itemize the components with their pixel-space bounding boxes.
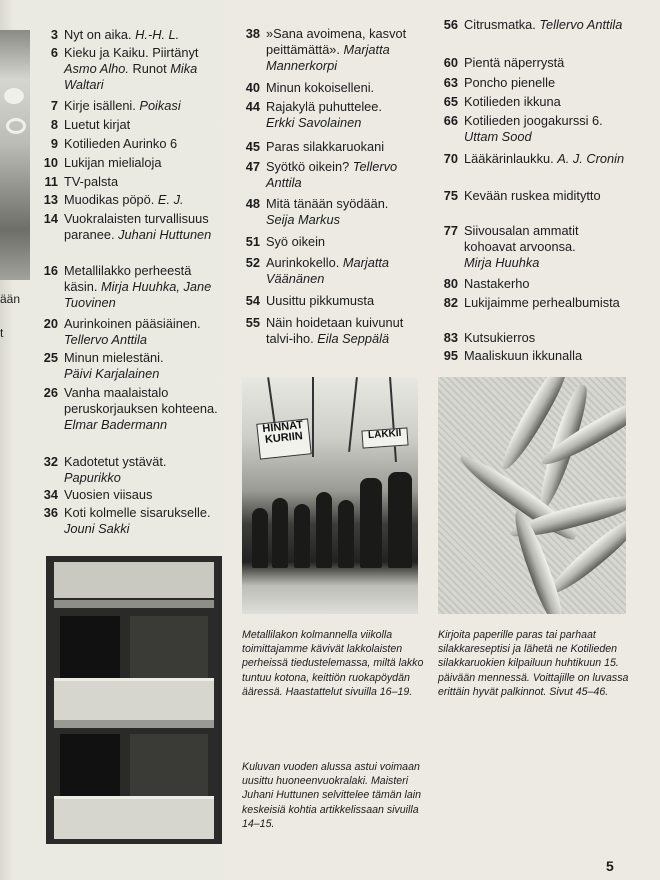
entry-author: Asmo Alho.	[64, 60, 129, 76]
entry-title: Aurinkoinen pääsiäinen.	[64, 316, 201, 331]
toc-entry[interactable]	[434, 151, 630, 167]
entry-author: Jouni Sakki	[64, 520, 130, 536]
page-number: 5	[606, 858, 614, 874]
toc-entry[interactable]	[434, 75, 630, 91]
page-ref: 40	[245, 80, 260, 95]
page-ref: 13	[43, 192, 58, 207]
page-ref: 83	[443, 330, 458, 345]
page-ref: 16	[43, 263, 58, 278]
entry-title: Nastakerho	[464, 276, 530, 291]
entry-title: Aurinkokello.	[266, 255, 340, 270]
toc-entry[interactable]	[34, 27, 224, 43]
entry-author: Mirja Huuhka, Jane Tuovinen	[64, 278, 212, 310]
toc-entry[interactable]	[236, 139, 426, 155]
entry-author: Papurikko	[64, 469, 121, 485]
page-ref: 6	[50, 45, 58, 60]
page-ref: 82	[443, 295, 458, 310]
entry-title: Uusittu pikkumusta	[266, 293, 375, 308]
entry-title: Syö oikein	[266, 234, 326, 249]
toc-entry[interactable]	[236, 196, 426, 228]
toc-entry[interactable]	[34, 316, 224, 348]
entry-title: Kotilieden joogakurssi 6.	[464, 113, 603, 128]
entry-title: Luetut kirjat	[64, 117, 131, 132]
entry-author-2: Mika Waltari	[64, 60, 198, 92]
page-ref: 45	[245, 139, 260, 154]
entry-title: Kotilieden Aurinko 6	[64, 136, 178, 151]
entry-author: Uttam Sood	[464, 128, 532, 144]
page-ref: 54	[245, 293, 260, 308]
protest-sign: LAKKII	[361, 427, 408, 448]
toc-entry[interactable]	[236, 80, 426, 96]
toc-entry[interactable]	[236, 234, 426, 250]
toc-entry[interactable]	[34, 454, 224, 486]
toc-entry[interactable]	[434, 348, 630, 364]
page-ref: 55	[245, 315, 260, 330]
entry-title: Mitä tänään syödään.	[266, 196, 389, 211]
entry-title: TV-palsta	[64, 174, 119, 189]
page-ref: 63	[443, 75, 458, 90]
page-ref: 48	[245, 196, 260, 211]
entry-author: Tellervo Anttila	[539, 17, 623, 32]
toc-entry[interactable]	[34, 505, 224, 537]
toc-entry[interactable]	[434, 223, 630, 270]
toc-entry[interactable]	[434, 330, 630, 346]
page-ref: 65	[443, 94, 458, 109]
toc-entry[interactable]	[236, 255, 426, 287]
entry-title: Koti kolmelle sisarukselle.	[64, 505, 211, 520]
photo-caption-strike: Metallilakon kolmannella viikolla toimittajamme kävivät lakkolaisten perheissä tiedustelemassa, miltä lakko tuntuu kotona, keittiön ruokapöydän ääressä. Haastattelut sivuilla 16–19.	[242, 629, 424, 698]
entry-title: Lääkärinlaukku.	[464, 151, 554, 166]
page-ref: 26	[43, 385, 58, 400]
entry-author: Marjatta Mannerkorpi	[266, 41, 390, 73]
toc-entry[interactable]	[236, 293, 426, 309]
entry-title: Kutsukierros	[464, 330, 536, 345]
toc-entry[interactable]	[434, 94, 630, 110]
entry-author: Mirja Huuhka	[464, 254, 540, 270]
toc-entry[interactable]	[34, 98, 224, 114]
entry-author: Erkki Savolainen	[266, 114, 362, 130]
toc-entry[interactable]	[434, 17, 630, 33]
caption-rental-law: Kuluvan vuoden alussa astui voimaan uusittu huoneenvuokralaki. Maisteri Juhani Huttunen selvittelee tämän lain keskeisiä kohtia artikkelissaan sivuilla 14–15.	[242, 761, 422, 830]
toc-entry[interactable]	[236, 159, 426, 191]
page-ref: 20	[43, 316, 58, 331]
entry-author: Seija Markus	[266, 211, 340, 227]
entry-title: Maaliskuun ikkunalla	[464, 348, 583, 363]
entry-title: Rajakylä puhuttelee.	[266, 99, 382, 114]
page-ref: 32	[43, 454, 58, 469]
page-ref: 14	[43, 211, 58, 226]
toc-entry[interactable]	[434, 295, 630, 311]
toc-entry[interactable]	[434, 188, 630, 204]
entry-title: Kieku ja Kaiku. Piirtänyt	[64, 45, 199, 60]
entry-title: Syötkö oikein?	[266, 159, 350, 174]
page-ref: 25	[43, 350, 58, 365]
cropped-caption-fragment: ään	[0, 292, 21, 306]
page-ref: 7	[50, 98, 58, 113]
entry-title: Minun mielestäni.	[64, 350, 164, 365]
page-ref: 34	[43, 487, 58, 502]
entry-title: Minun kokoiselleni.	[266, 80, 375, 95]
baltic-herring-photo	[438, 377, 626, 614]
entry-author: Eila Seppälä	[317, 330, 390, 346]
entry-author: Juhani Huttunen	[118, 226, 212, 242]
page-ref: 77	[443, 223, 458, 238]
page-ref: 36	[43, 505, 58, 520]
entry-author: E. J.	[157, 192, 184, 207]
entry-title: Lukijaimme perhealbumista	[464, 295, 620, 310]
entry-title: Siivousalan ammatit kohoavat arvoonsa.	[464, 223, 579, 254]
entry-title: Poncho pienelle	[464, 75, 556, 90]
page-ref: 60	[443, 55, 458, 70]
toc-entry[interactable]	[34, 263, 224, 310]
page-ref: 95	[443, 348, 458, 363]
toc-entry[interactable]	[434, 276, 630, 292]
toc-entry[interactable]	[34, 136, 224, 152]
entry-title: Nyt on aika.	[64, 27, 132, 42]
page-ref: 51	[245, 234, 260, 249]
page-ref: 11	[44, 174, 58, 189]
entry-author: Tellervo Anttila	[64, 331, 147, 347]
photo-caption-herring-contest: Kirjoita paperille paras tai parhaat silakkareseptisi ja lähetä ne Kotilieden silakkaruokien kilpailuun huhtikuun 15. päivään mennessä. Voittajille on luvassa erittäin hyvät palkinnot. Sivut 45–46.	[438, 629, 629, 698]
entry-title: Pientä näperrystä	[464, 55, 565, 70]
entry-author: Marjatta Väänänen	[266, 255, 390, 286]
entry-title: Näin hoidetaan kuivunut talvi-iho.	[266, 315, 404, 346]
toc-entry[interactable]	[434, 55, 630, 71]
entry-title: Lukijan mielialoja	[64, 155, 162, 170]
toc-entry[interactable]	[434, 113, 630, 145]
apartment-building-photo	[46, 556, 222, 844]
page-ref: 38	[245, 26, 260, 41]
entry-author: Tellervo Anttila	[266, 159, 398, 190]
entry-title: Muodikas pöpö.	[64, 192, 155, 207]
page-ref: 80	[443, 276, 458, 291]
entry-title: Vuosien viisaus	[64, 487, 153, 502]
toc-entry[interactable]	[34, 45, 224, 92]
entry-title: Metallilakko perheestä käsin.	[64, 263, 192, 294]
protest-sign: HINNAT KURIIN	[256, 418, 311, 459]
entry-title: Paras silakkaruokani	[266, 139, 385, 154]
entry-title: Kotilieden ikkuna	[464, 94, 561, 109]
toc-entry[interactable]	[236, 99, 426, 131]
page-ref: 70	[443, 151, 458, 166]
entry-title-2: Runot	[132, 60, 167, 76]
entry-author: Elmar Badermann	[64, 416, 168, 432]
toc-entry[interactable]	[236, 315, 426, 347]
entry-title: Kirje isälleni.	[64, 98, 136, 113]
entry-author: Päivi Karjalainen	[64, 365, 160, 381]
page-ref: 9	[50, 136, 58, 151]
strike-demonstration-photo	[242, 377, 418, 614]
toc-entry[interactable]	[34, 174, 224, 190]
toc-entry[interactable]	[34, 385, 224, 432]
entry-title: Kadotetut ystävät.	[64, 454, 167, 469]
page-ref: 3	[50, 27, 58, 42]
entry-title: Vanha maalaistalo peruskorjauksen kohteena.	[64, 385, 218, 416]
cropped-caption-fragment: t	[0, 326, 4, 340]
page-ref: 47	[245, 159, 260, 174]
page-ref: 52	[245, 255, 260, 270]
toc-entry[interactable]	[236, 26, 426, 73]
toc-entry[interactable]	[34, 350, 224, 382]
toc-entry[interactable]	[34, 211, 224, 243]
page-ref: 44	[245, 99, 260, 114]
page-ref: 75	[443, 188, 458, 203]
page-ref: 8	[50, 117, 58, 132]
entry-title: Kevään ruskea miditytto	[464, 188, 601, 203]
page-ref: 56	[443, 17, 458, 32]
toc-entry[interactable]	[34, 117, 224, 133]
entry-author: H.-H. L.	[135, 27, 180, 42]
toc-entry[interactable]	[34, 155, 224, 171]
page-ref: 10	[43, 155, 58, 170]
entry-title: Vuokralaisten turvallisuus paranee.	[64, 211, 209, 242]
toc-entry[interactable]	[34, 192, 224, 208]
cropped-photo-left-edge	[0, 30, 30, 280]
entry-title: Citrusmatka.	[464, 17, 536, 32]
page-ref: 66	[443, 113, 458, 128]
entry-author: A. J. Cronin	[557, 151, 625, 166]
toc-entry[interactable]	[34, 487, 224, 503]
entry-title: »Sana avoimena, kasvot peittämättä».	[266, 26, 407, 57]
entry-author: Poikasi	[139, 98, 181, 113]
